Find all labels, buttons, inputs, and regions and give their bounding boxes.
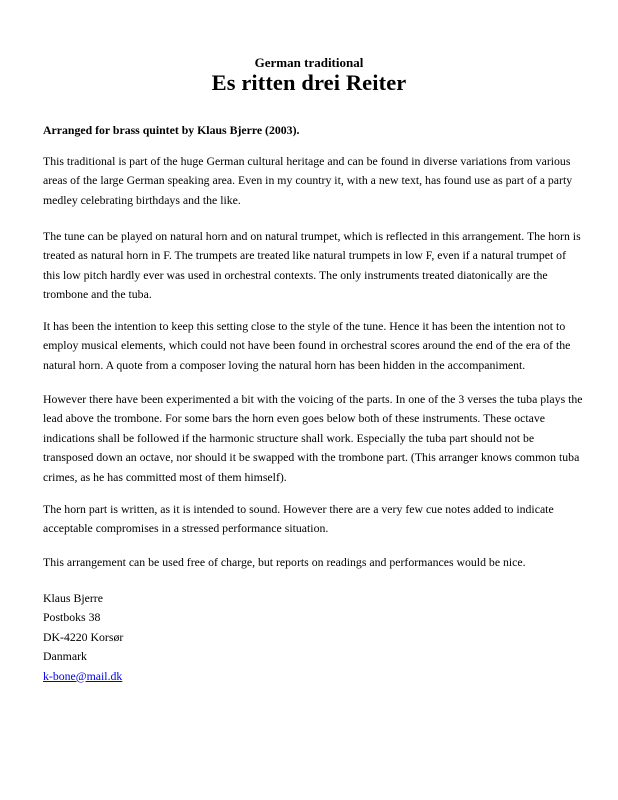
address-name: Klaus Bjerre: [43, 591, 103, 605]
paragraph-instruments: The tune can be played on natural horn and on natural trumpet, which is reflected in this arrangement. The horn is treated as natural horn in F. The trumpets are treated like natural trumpets in low F, even if a natural trumpet of this low pitch hardly ever was used in orchestral contexts. The only instruments treated diatonically are the trombone and the tuba.: [43, 229, 581, 302]
paragraph-voicing: However there have been experimented a bit with the voicing of the parts. In one of the 3 verses the tuba plays the lead above the trombone. For some bars the horn even goes below both of these instruments. These octave indications shall be followed if the harmonic structure shall work. Especially the tuba part should not be transposed down an octave, nor should it be swapped with the trombone part. (This arranger knows common tuba crimes, as he has committed most of them himself).: [43, 392, 583, 484]
address-country: Danmark: [43, 649, 87, 664]
address-city: DK-4220 Korsør: [43, 629, 124, 644]
arranger-credit: Arranged for brass quintet by Klaus Bjerre (2003).: [43, 123, 300, 137]
paragraph-intention: It has been the intention to keep this setting close to the style of the tune. Hence it has been the intention not to employ musical elements, which could not have been found in orchestral scores around the end of the era of the natural horn. A quote from a composer loving the natural horn has been hidden in the accompaniment.: [43, 319, 571, 372]
address-street: Postboks 38: [43, 610, 101, 625]
paragraph-intro: This traditional is part of the huge German cultural heritage and can be found in diverse variations from various areas of the large German speaking area. Even in my country it, with a new text, has found use as part of a party medley celebrating birthdays and the like.: [43, 154, 573, 207]
paragraph-horn-part: The horn part is written, as it is intended to sound. However there are a very few cue notes added to indicate acceptable compromises in a stressed performance situation.: [43, 502, 554, 536]
page-title: Es ritten drei Reiter: [211, 70, 407, 95]
address-block: [43, 589, 123, 686]
email-link[interactable]: k-bone@mail.dk: [43, 668, 123, 683]
paragraph-usage: This arrangement can be used free of charge, but reports on readings and performances would be nice.: [43, 555, 526, 569]
subtitle: German traditional: [254, 55, 364, 70]
